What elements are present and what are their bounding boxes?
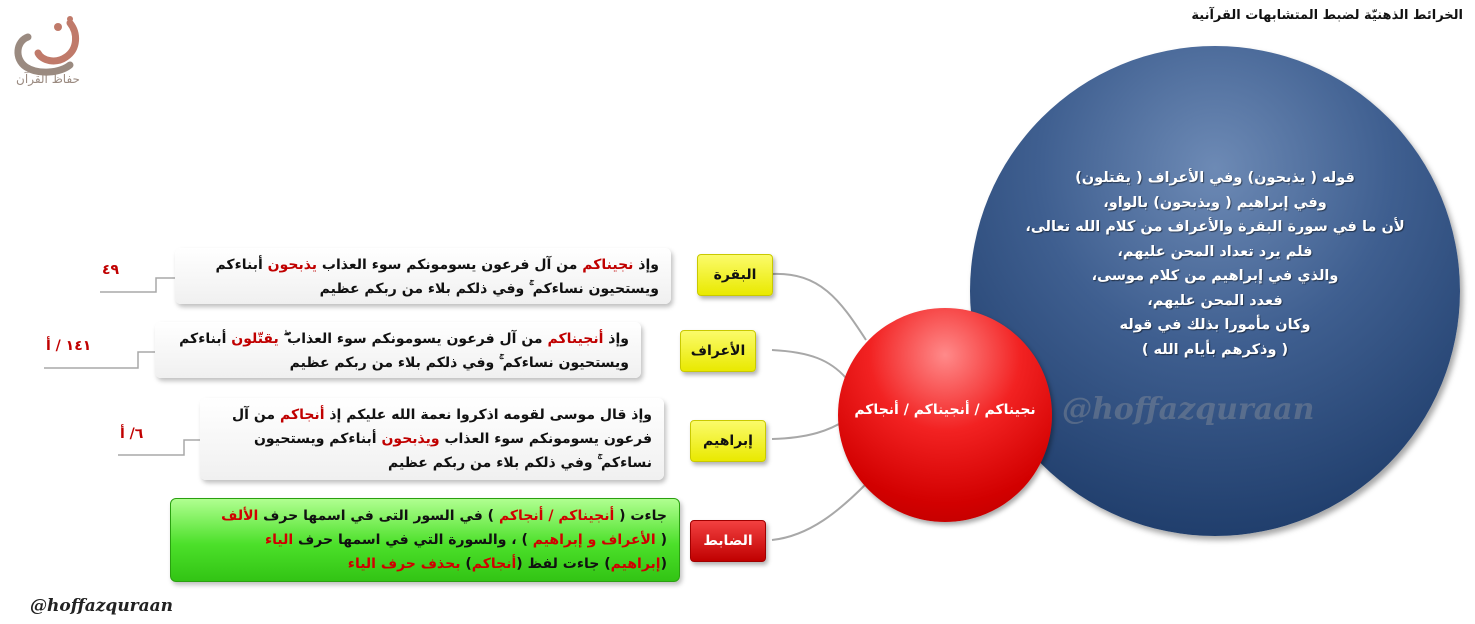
verse-line: وإذ أنجيناكم من آل فرعون يسومونكم سوء العذاب ۖ يقتّلون أبناءكم bbox=[179, 331, 629, 347]
explanation-line: والذي في إبراهيم من كلام موسى، bbox=[1091, 268, 1339, 284]
handle-text: @hoffazquraan bbox=[30, 596, 174, 616]
verse-box-araf bbox=[155, 322, 641, 378]
explanation-line: فلم يرد تعداد المحن عليهم، bbox=[1117, 243, 1313, 260]
rule-line: جاءت ( أنجيناكم / أنجاكم ) في السور التى في اسمها حرف الألف bbox=[221, 508, 667, 524]
explanation-line: وفي إبراهيم ( ويذبحون) بالواو، bbox=[1103, 194, 1327, 211]
verse-line: نساءكم ۚ وفي ذلكم بلاء من ربكم عظيم bbox=[387, 455, 652, 471]
explanation-line: فعدد المحن عليهم، bbox=[1147, 292, 1283, 309]
verse-box-ibrahim bbox=[200, 398, 664, 480]
verse-line: فرعون يسومونكم سوء العذاب ويذبحون أبناءكم ويستحيون bbox=[253, 431, 652, 447]
branch-label-rule: الضابط bbox=[690, 520, 766, 562]
verse-line: وإذ قال موسى لقومه اذكروا نعمة الله عليكم إذ أنجاكم من آل bbox=[232, 407, 652, 423]
center-label: نجيناكم / أنجيناكم / أنجاكم bbox=[854, 402, 1036, 418]
branch-label-baqarah: البقرة bbox=[697, 254, 773, 296]
verse-line: ويستحيون نساءكم ۚ وفي ذلكم بلاء من ربكم عظيم bbox=[289, 355, 629, 371]
branch-label-ibrahim: إبراهيم bbox=[690, 420, 766, 462]
rule-line: (إبراهيم) جاءت لفظ (أنجاكم) بحذف حرف الياء bbox=[347, 556, 667, 572]
watermark: @hoffazquraan bbox=[1062, 392, 1315, 427]
rule-line: ( الأعراف و إبراهيم ) ، والسورة التي في اسمها حرف الياء bbox=[264, 532, 667, 548]
page-title: الخرائط الذهنيّة لضبط المتشابهات القرآنية bbox=[1191, 8, 1463, 23]
branch-label-araf: الأعراف bbox=[680, 330, 756, 372]
explanation-line: ( وذكرهم بأيام الله ) bbox=[1141, 341, 1289, 358]
rule-box bbox=[170, 498, 680, 582]
verse-line: ويستحيون نساءكم ۚ وفي ذلكم بلاء من ربكم عظيم bbox=[319, 281, 659, 297]
verse-line: وإذ نجيناكم من آل فرعون يسومونكم سوء العذاب يذبحون أبناءكم bbox=[215, 257, 659, 273]
explanation-line: وكان مأمورا بذلك في قوله bbox=[1119, 317, 1311, 333]
explanation-text bbox=[1000, 166, 1430, 362]
explanation-line: لأن ما في سورة البقرة والأعراف من كلام الله تعالى، bbox=[1025, 219, 1405, 235]
explanation-line: قوله ( يذبحون) وفي الأعراف ( يقتلون) bbox=[1075, 170, 1355, 186]
verse-reference-baqarah: ٤٩ bbox=[102, 262, 120, 278]
verse-reference-ibrahim: ٦/ أ bbox=[120, 426, 144, 442]
verse-reference-araf: ١٤١ / أ bbox=[46, 338, 92, 354]
verse-box-baqarah bbox=[175, 248, 671, 304]
logo-text: حفاظ القرآن bbox=[16, 72, 80, 86]
